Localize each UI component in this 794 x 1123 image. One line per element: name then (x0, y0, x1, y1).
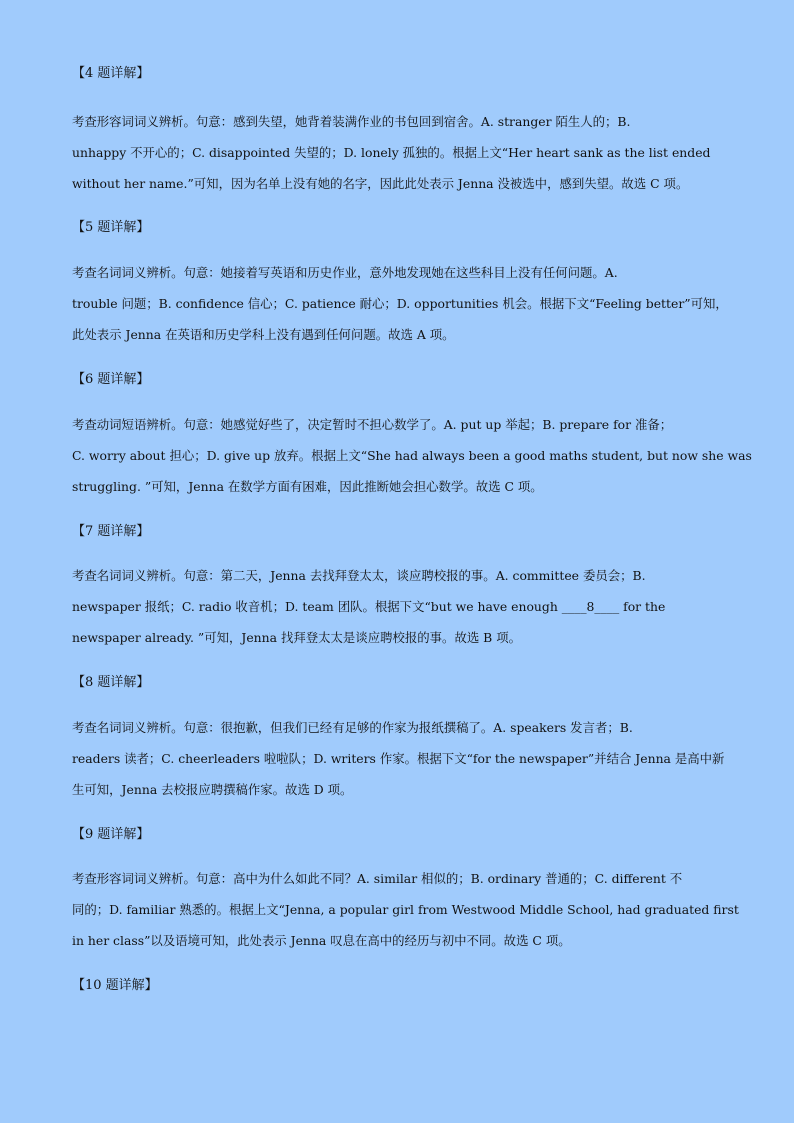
section-heading-4: 【4 题详解】 (72, 66, 150, 81)
text-line: C. worry about 担心；D. give up 放弃。根据上文“She had always been a good maths student, but now she was (72, 448, 752, 463)
text-line: in her class”以及语境可知，此处表示 Jenna 叹息在高中的经历与初中不同。故选 C 项。 (72, 933, 571, 948)
section-body-8 (72, 712, 724, 805)
text-line: 生可知，Jenna 去校报应聘撰稿作家。故选 D 项。 (72, 782, 353, 797)
section-body-5 (72, 257, 728, 350)
section-heading-6: 【6 题详解】 (72, 372, 150, 387)
text-line: 考查名词词义辨析。句意：第二天，Jenna 去找拜登太太，谈应聘校报的事。A. committee 委员会；B. (72, 568, 646, 583)
text-line: unhappy 不开心的；C. disappointed 失望的；D. lonely 孤独的。根据上文“Her heart sank as the list ended (72, 145, 711, 160)
section-body-4 (72, 106, 710, 199)
section-heading-9: 【9 题详解】 (72, 827, 150, 842)
text-line: without her name.”可知，因为名单上没有她的名字，因此此处表示 Jenna 没被选中，感到失望。故选 C 项。 (72, 176, 689, 191)
text-line: trouble 问题；B. confidence 信心；C. patience 耐心；D. opportunities 机会。根据下文“Feeling better”可知， (72, 296, 728, 311)
text-line: 同的；D. familiar 熟悉的。根据上文“Jenna, a popular girl from Westwood Middle School, had graduated first (72, 902, 739, 917)
text-line: struggling. ”可知，Jenna 在数学方面有困难，因此推断她会担心数学。故选 C 项。 (72, 479, 543, 494)
section-heading-7: 【7 题详解】 (72, 524, 150, 539)
text-line: newspaper 报纸；C. radio 收音机；D. team 团队。根据下文“but we have enough ____8____ for the (72, 599, 666, 614)
text-line: readers 读者；C. cheerleaders 啦啦队；D. writers 作家。根据下文“for the newspaper”并结合 Jenna 是高中新 (72, 751, 725, 766)
text-line: 考查名词词义辨析。句意：很抱歉，但我们已经有足够的作家为报纸撰稿了。A. speakers 发言者；B. (72, 720, 633, 735)
section-heading-8: 【8 题详解】 (72, 675, 150, 690)
section-body-9 (72, 863, 739, 956)
section-body-6 (72, 409, 752, 502)
section-heading-10: 【10 题详解】 (72, 978, 158, 993)
text-line: 考查形容词词义辨析。句意：感到失望，她背着装满作业的书包回到宿舍。A. stranger 陌生人的；B. (72, 114, 631, 129)
section-heading-5: 【5 题详解】 (72, 220, 150, 235)
text-line: 考查形容词词义辨析。句意：高中为什么如此不同？A. similar 相似的；B. ordinary 普通的；C. different 不 (72, 871, 683, 886)
text-line: 此处表示 Jenna 在英语和历史学科上没有遇到任何问题。故选 A 项。 (72, 327, 455, 342)
text-line: newspaper already. ”可知，Jenna 找拜登太太是谈应聘校报的事。故选 B 项。 (72, 630, 521, 645)
text-line: 考查名词词义辨析。句意：她接着写英语和历史作业，意外地发现她在这些科目上没有任何问题。A. (72, 265, 618, 280)
text-line: 考查动词短语辨析。句意：她感觉好些了，决定暂时不担心数学了。A. put up 举起；B. prepare for 准备； (72, 417, 673, 432)
section-body-7 (72, 560, 665, 653)
